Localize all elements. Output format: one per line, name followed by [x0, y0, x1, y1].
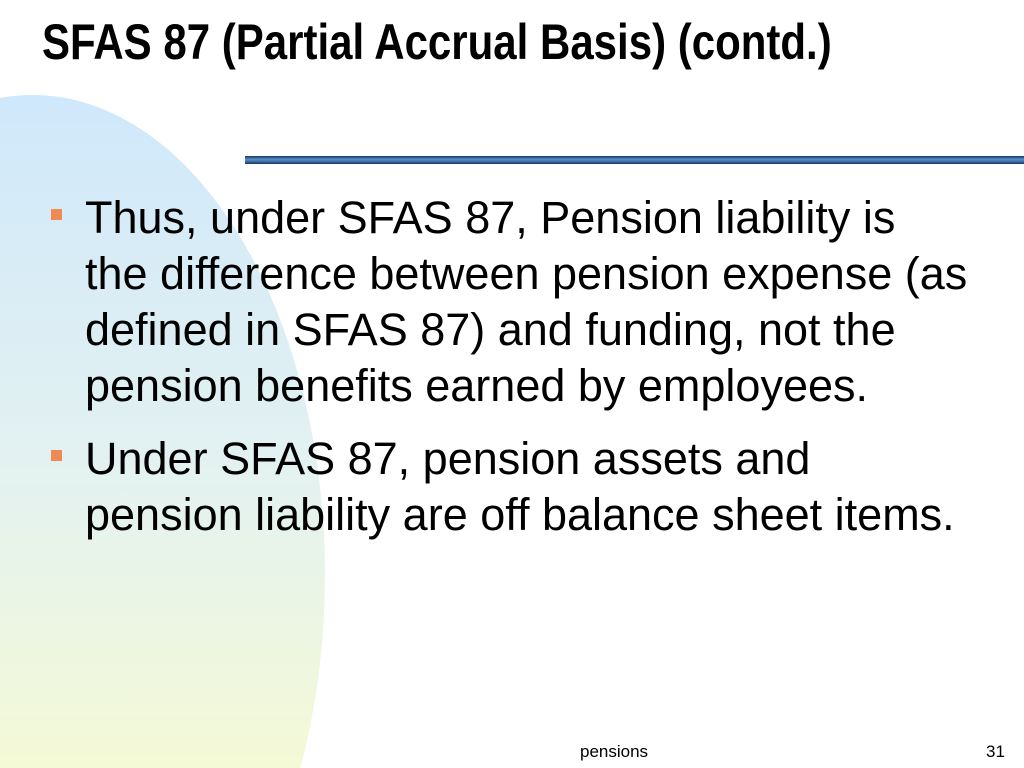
slide-number: 31 — [986, 742, 1005, 761]
bullet-square-icon — [51, 209, 62, 220]
bullet-text: Under SFAS 87, pension assets and pension liability are off balance sheet items. — [85, 433, 955, 540]
bullet-item — [48, 190, 968, 414]
title-underline — [245, 156, 1024, 164]
bullet-item — [48, 431, 968, 543]
bullet-square-icon — [51, 450, 62, 461]
slide-title: SFAS 87 (Partial Accrual Basis) (contd.) — [42, 14, 832, 70]
bullet-list — [48, 190, 968, 560]
footer-label: pensions — [580, 742, 649, 761]
bullet-text: Thus, under SFAS 87, Pension liability is the difference between pension expense (as defined in SFAS 87) and funding, not the pension benefits earned by employees. — [85, 192, 968, 411]
